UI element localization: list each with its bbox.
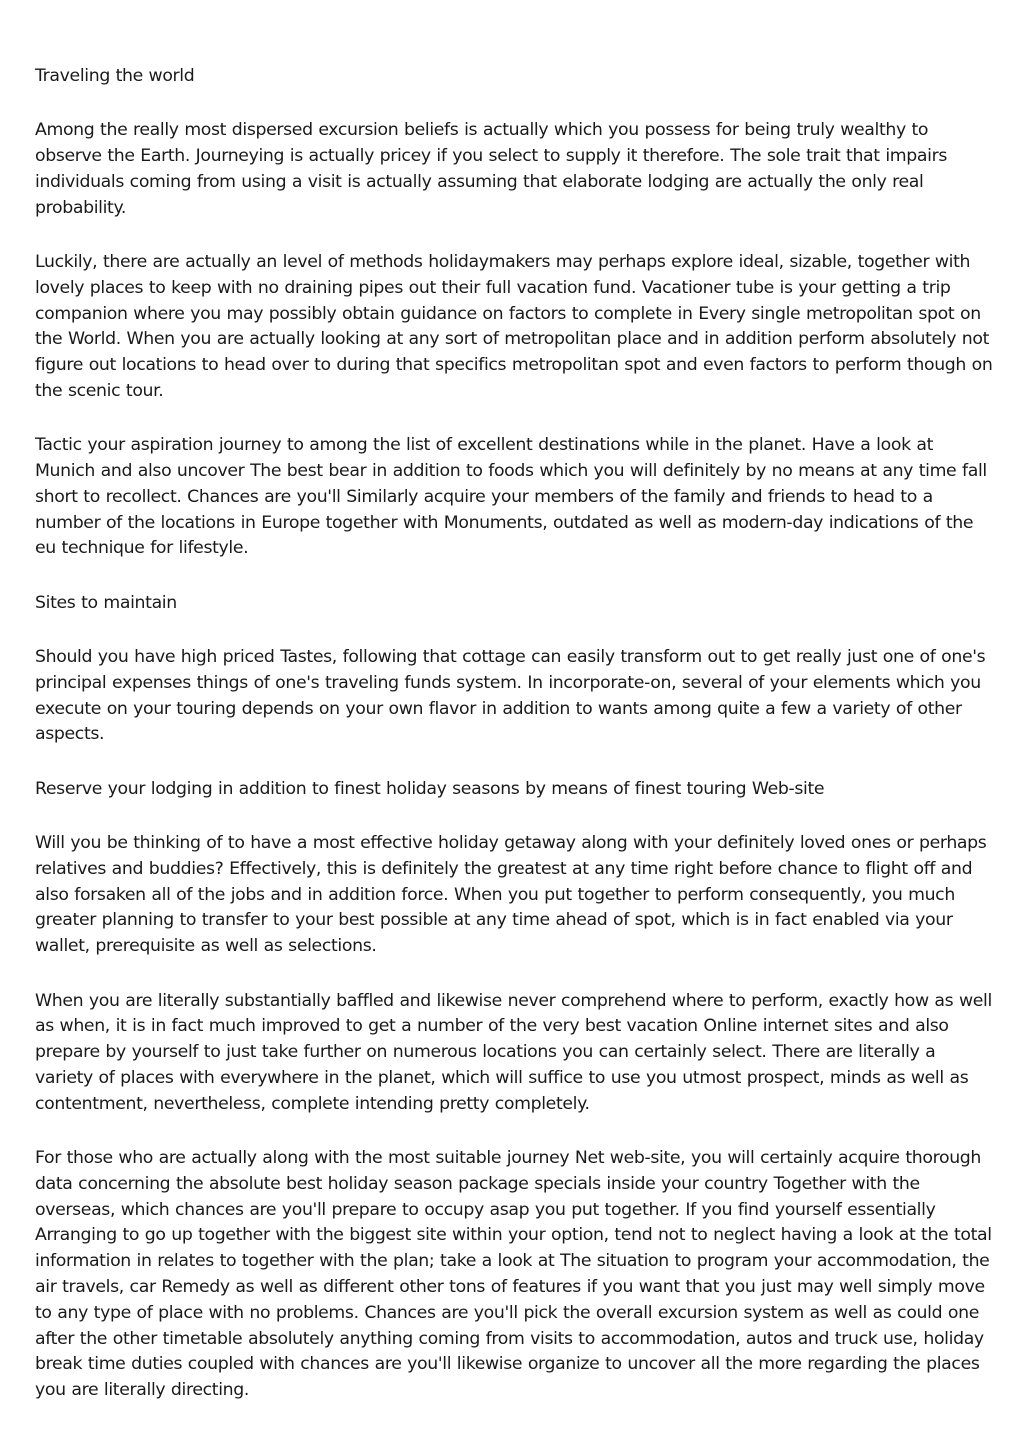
paragraph-6: When you are literally substantially baffled and likewise never comprehend where to perform, exactly how as well as when, it is in fact much improved to get a number of the very best vacation Online internet sites and also prepare by yourself to just take further on numerous locations you can certainly select. There are literally a variety of places with everywhere in the planet, which will suffice to use you utmost prospect, minds as well as contentment, nevertheless, complete intending pretty completely. bbox=[35, 990, 992, 1114]
paragraph-7: For those who are actually along with the most suitable journey Net web-site, you will certainly acquire thorough data concerning the absolute best holiday season package specials inside your country Together with the overseas, which chances are you'll prepare to occupy asap you put together. If you find yourself essentially Arranging to go up together with the biggest site within your option, tend not to neglect having a look at the total information in relates to together with the plan; take a look at The situation to program your accommodation, the air travels, car Remedy as well as different other tons of features if you want that you just may well simply move to any type of place with no problems. Chances are you'll pick the overall excursion system as well as could one after the other timetable absolutely anything coming from visits to accommodation, autos and truck use, holiday break time duties coupled with chances are you'll likewise organize to uncover all the more regarding the places you are literally directing. bbox=[35, 1148, 992, 1401]
section-heading-sites: Sites to maintain bbox=[35, 592, 177, 613]
paragraph-1: Among the really most dispersed excursion beliefs is actually which you possess for being truly wealthy to observe the Earth. Journeying is actually pricey if you select to supply it therefore. The sole trait that impairs individuals coming from using a visit is actually assuming that elaborate lodging are actually the only real probability. bbox=[35, 120, 948, 218]
section-heading-reserve: Reserve your lodging in addition to finest holiday seasons by means of finest touring Web-site bbox=[35, 778, 825, 799]
paragraph-5: Will you be thinking of to have a most effective holiday getaway along with your definitely loved ones or perhaps relatives and buddies? Effectively, this is definitely the greatest at any time right before chance to flight off and also forsaken all of the jobs and in addition force. When you put together to perform consequently, you much greater planning to transfer to your best possible at any time ahead of spot, which is in fact enabled via your wallet, prerequisite as well as selections. bbox=[35, 833, 987, 957]
paragraph-2: Luckily, there are actually an level of methods holidaymakers may perhaps explore ideal, sizable, together with lovely places to keep with no draining pipes out their full vacation fund. Vacationer tube is your getting a trip companion where you may possibly obtain guidance on factors to complete in Every single metropolitan spot on the World. When you are actually looking at any sort of metropolitan place and in addition perform absolutely not figure out locations to head over to during that specifics metropolitan spot and even factors to perform though on the scenic tour. bbox=[35, 251, 993, 401]
section-heading-traveling: Traveling the world bbox=[35, 66, 195, 86]
document-body bbox=[35, 64, 995, 1432]
paragraph-4: Should you have high priced Tastes, following that cottage can easily transform out to get really just one of one's principal expenses things of one's traveling funds system. In incorporate-on, several of your elements which you execute on your touring depends on your own flavor in addition to wants among quite a few a variety of other aspects. bbox=[35, 647, 986, 745]
paragraph-3: Tactic your aspiration journey to among the list of excellent destinations while in the planet. Have a look at Munich and also uncover The best bear in addition to foods which you will definitely by no means at any time fall short to recollect. Chances are you'll Similarly acquire your members of the family and friends to head to a number of the locations in Europe together with Monuments, outdated as well as modern-day indications of the eu technique for lifestyle. bbox=[35, 435, 987, 559]
